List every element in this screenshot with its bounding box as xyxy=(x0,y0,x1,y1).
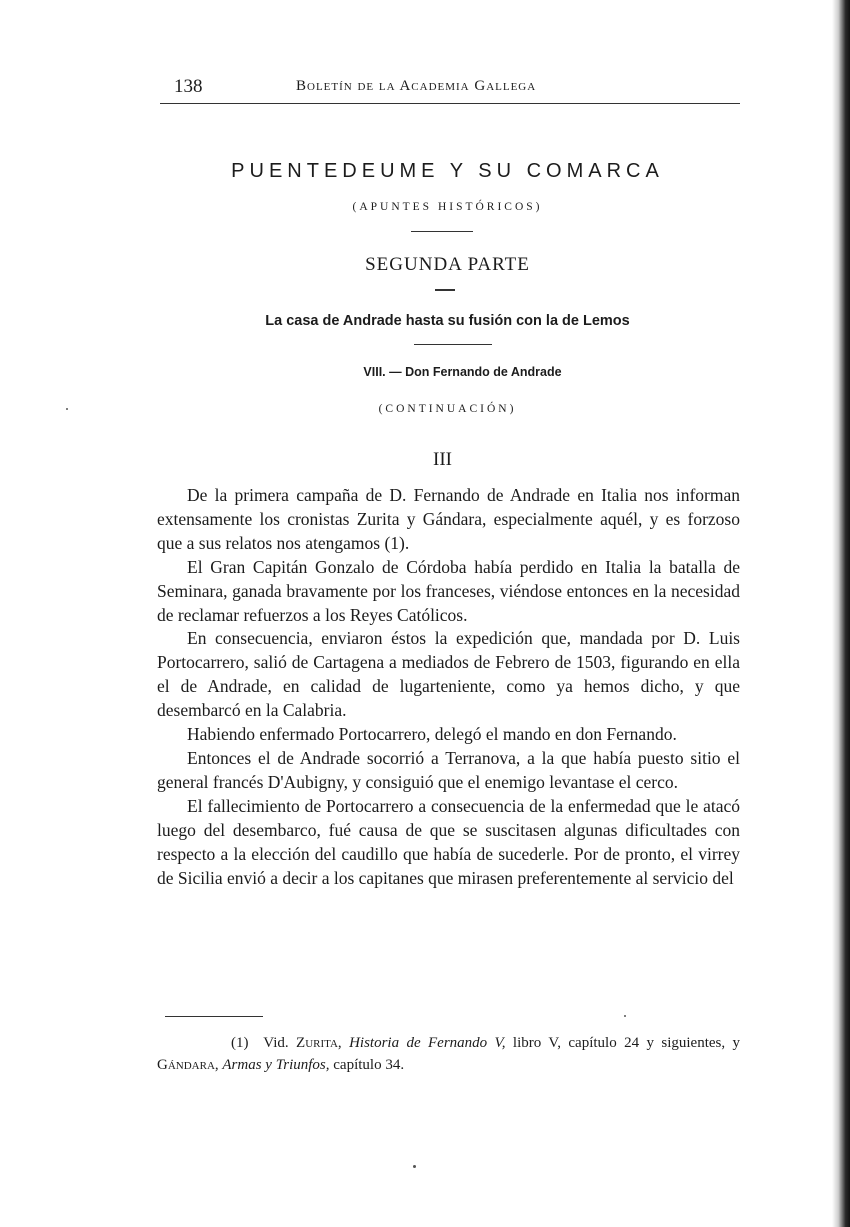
footnote-marker: (1) xyxy=(231,1035,249,1051)
footnote-prefix: Vid. xyxy=(263,1035,289,1051)
scan-speck xyxy=(624,1015,626,1017)
running-header xyxy=(160,76,740,102)
paragraph: Entonces el de Andrade socorrió a Terranova, a la que había puesto sitio el general francés D'Aubigny, y consiguió que el enemigo levantase el cerco. xyxy=(157,747,740,792)
paragraph: El Gran Capitán Gonzalo de Córdoba había perdido en Italia la batalla de Seminara, ganada bravamente por los franceses, viéndose entonces en la necesidad de reclamar refuerzos a los Reyes Católicos. xyxy=(157,556,740,625)
header-rule xyxy=(160,103,740,104)
paragraph: El fallecimiento de Portocarrero a consecuencia de la enfermedad que le atacó luego del desembarco, fué causa de que se suscitasen algunas dificultades con respecto a la elección del caudillo que había de sucederle. Por de pronto, el virrey de Sicilia envió a decir a los capitanes que mirasen preferentemente al servicio del xyxy=(157,795,740,888)
divider-rule xyxy=(435,289,455,291)
paragraph: Habiendo enfermado Portocarrero, delegó el mando en don Fernando. xyxy=(187,724,677,745)
journal-title: Boletín de la Academia Gallega xyxy=(296,78,537,94)
page-number: 138 xyxy=(174,76,203,97)
part-heading: SEGUNDA PARTE xyxy=(365,254,530,275)
footnote-work: Armas y Triunfos, xyxy=(222,1057,330,1073)
paragraph: De la primera campaña de D. Fernando de Andrade en Italia nos informan extensamente los cronistas Zurita y Gándara, especialmente aquél, y es forzoso que a sus relatos nos atengamos (1). xyxy=(157,485,740,553)
footnote-rule xyxy=(165,1016,263,1017)
scan-speck xyxy=(413,1165,416,1168)
continuation-label: (CONTINUACIÓN) xyxy=(378,403,517,415)
scan-speck xyxy=(66,408,68,410)
footnote-reference: libro V, capítulo 24 y siguientes, y xyxy=(512,1035,741,1051)
chapter-heading: VIII. — Don Fernando de Andrade xyxy=(363,365,562,379)
section-numeral: III xyxy=(433,449,452,470)
footnote xyxy=(157,1032,740,1076)
page-binding-edge xyxy=(832,0,850,1227)
section-title: La casa de Andrade hasta su fusión con la de Lemos xyxy=(265,313,630,329)
article-title: PUENTEDEUME Y SU COMARCA xyxy=(231,160,664,182)
footnote-work: Historia de Fernando V, xyxy=(349,1035,506,1051)
paragraph: En consecuencia, enviaron éstos la expedición que, mandada por D. Luis Portocarrero, salió de Cartagena a mediados de Febrero de 1503, figurando en ella el de Andrade, en calidad de lugarteniente, como ya hemos dicho, y que desembarcó en la Calabria. xyxy=(157,628,740,721)
footnote-author: Zurita, xyxy=(296,1035,342,1051)
article-subtitle: (APUNTES HISTÓRICOS) xyxy=(352,201,543,213)
body-text xyxy=(157,484,740,890)
footnote-reference: capítulo 34. xyxy=(333,1057,405,1073)
divider-rule xyxy=(414,344,492,345)
footnote-author: Gándara, xyxy=(157,1057,219,1073)
divider-rule xyxy=(411,231,473,232)
